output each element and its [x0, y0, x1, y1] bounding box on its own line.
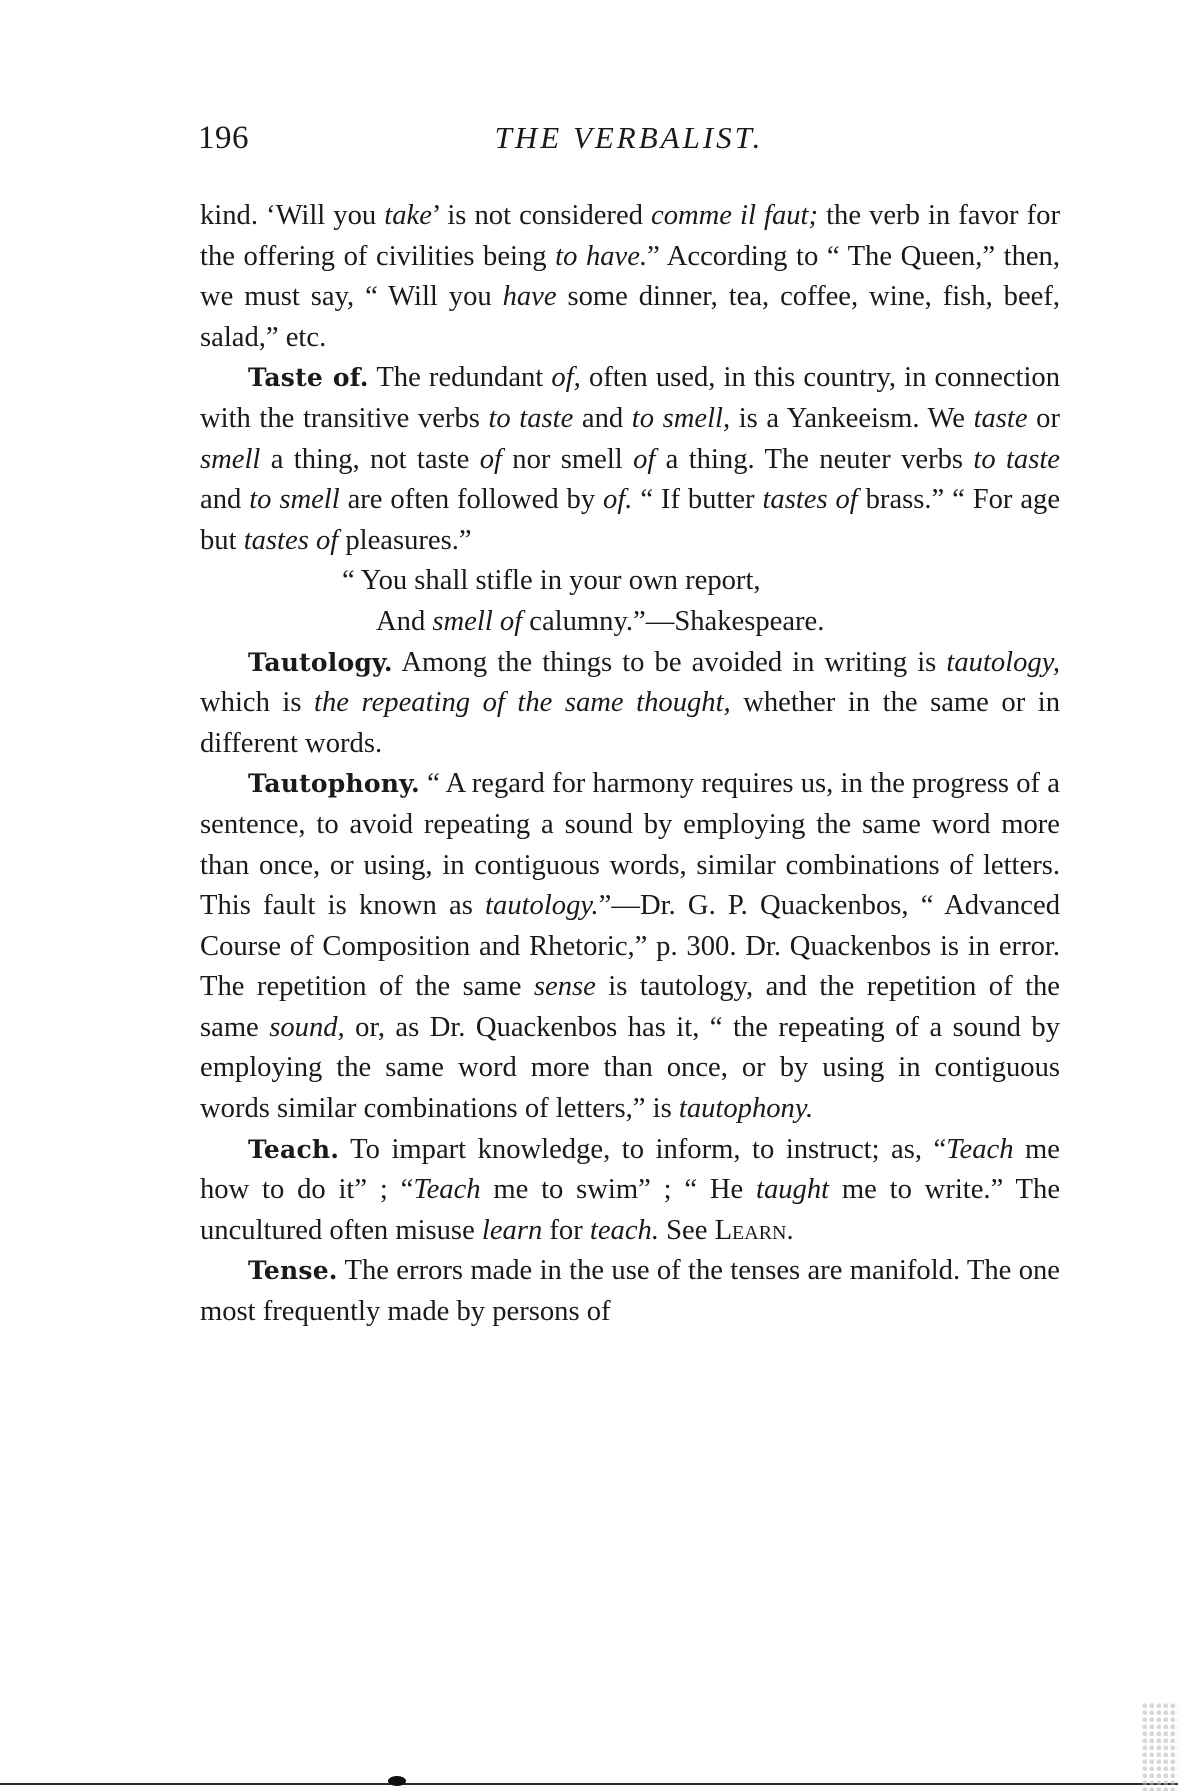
page-body [200, 196, 1060, 1333]
scan-ink-blot [388, 1776, 406, 1786]
paragraph-continued: kind. ‘Will you take’ is not considered comme il faut; the verb in favor for the offering of civilities being to have.” According to “ The Queen,” then, we must say, “ Will you have some dinner, tea, coffee, wine, fish, beef, salad,” etc. [200, 200, 1060, 353]
scan-edge-rule [0, 1783, 1178, 1785]
verse-line: “ You shall stifle in your own report, [342, 565, 761, 597]
entry-headword: Tense. [248, 1256, 338, 1286]
page-number: 196 [198, 120, 249, 156]
running-head: THE VERBALIST. [494, 120, 764, 155]
entry-headword: Teach. [248, 1134, 340, 1164]
entry-taste-of: Taste of. The redundant of, often used, in this country, in connection with the transitive verbs to taste and to smell, is a Yankeeism. We taste or smell a thing, not taste of nor smell of a thing. The neuter verbs to taste and to smell are often followed by of. “ If butter tastes of brass.” “ For age but tastes of pleasures.” [200, 362, 1061, 556]
entry-tautophony: Tautophony. “ A regard for harmony requires us, in the progress of a sentence, to avoid repeating a sound by employing the same word more than once, or using, in contiguous words, similar combinations of letters. This fault is known as tautology.”—Dr. G. P. Quackenbos, “ Advanced Course of Composition and Rhetoric,” p. 300. Dr. Quackenbos is in error. The repetition of the same sense is tautology, and the repetition of the same sound, or, as Dr. Quackenbos has it, “ the repeating of a sound by employing the same word more than once, or by using in contiguous words similar combinations of letters,” is tautophony. [200, 768, 1060, 1125]
cross-reference: Learn [714, 1214, 787, 1246]
entry-teach: Teach. To impart knowledge, to inform, to instruct; as, “Teach me how to do it” ; “Teach me to swim” ; “ He taught me to write.” The uncultured often misuse learn for teach. See Learn. [200, 1133, 1061, 1246]
entry-headword: Tautophony. [248, 769, 420, 799]
entry-tautology: Tautology. Among the things to be avoided in writing is tautology, which is the repeating of the same thought, whether in the same or in different words. [200, 646, 1060, 759]
entry-tense: Tense. The errors made in the use of the tenses are manifold. The one most frequently made by persons of [200, 1255, 1060, 1328]
scan-edge-speckle [1140, 1701, 1178, 1791]
page-header [198, 120, 1060, 160]
entry-headword: Taste of. [248, 363, 369, 393]
entry-headword: Tautology. [248, 647, 393, 677]
verse-line: And smell of calumny.”—Shakespeare. [376, 605, 825, 637]
